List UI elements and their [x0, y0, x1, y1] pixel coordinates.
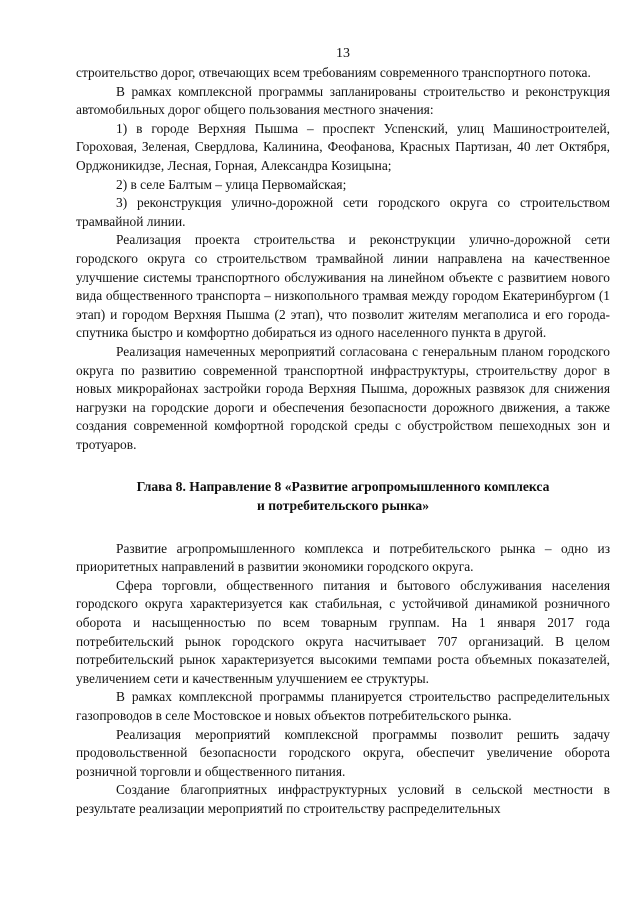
paragraph: Сфера торговли, общественного питания и бытового обслуживания населения городского округа характеризуется как стабильная, с устойчивой динамикой розничного оборота и насыщенностью по всем товарным группам. На 1 января 2017 года потребительский рынок городского округа насчитывает 707 организаций. В целом потребительский рынок характеризуется высокими темпами роста объемных показателей, увеличением сети и качественным улучшением ее структуры. — [76, 577, 610, 686]
paragraph: Развитие агропромышленного комплекса и потребительского рынка – одно из приоритетных направлений в развитии экономики городского округа. — [76, 540, 610, 575]
paragraph: В рамках комплексной программы планируется строительство распределительных газопроводов в селе Мостовское и новых объектов потребительского рынка. — [76, 689, 610, 723]
paragraph: строительство дорог, отвечающих всем требованиям современного транспортного потока. — [76, 65, 591, 80]
document-page — [76, 0, 610, 905]
list-item: 2) в селе Балтым – улица Первомайская; — [116, 176, 347, 192]
chapter-heading-line-2: и потребительского рынка» — [256, 498, 429, 514]
paragraph: Реализация намеченных мероприятий согласована с генеральным планом городского округа по развитию современной транспортной инфраструктуры, строительству дорог в новых микрорайонах застройки города Верхняя Пышма, дорожных развязок для снижения нагрузки на городские дороги и обеспечения безопасности дорожного движения, а также создания современной комфортной городской среды с обустройством пешеходных зон и тротуаров. — [76, 343, 610, 452]
chapter-heading-line-1: Глава 8. Направление 8 «Развитие агропромышленного комплекса — [136, 479, 550, 495]
paragraph: В рамках комплексной программы запланированы строительство и реконструкция автомобильных дорог общего пользования местного значения: — [76, 83, 610, 118]
paragraph: Реализация мероприятий комплексной программы позволит решить задачу продовольственной безопасности городского округа, обеспечит увеличение оборота розничной торговли и общественного питания. — [76, 726, 610, 779]
list-item: 3) реконструкция улично-дорожной сети городского округа со строительством трамвайной линии. — [76, 195, 610, 229]
paragraph: Создание благоприятных инфраструктурных условий в сельской местности в результате реализации мероприятий по строительству распределительных — [76, 782, 610, 816]
page-number: 13 — [336, 46, 350, 61]
paragraph: Реализация проекта строительства и реконструкции улично-дорожной сети городского округа со строительством трамвайной линии направлена на качественное улучшение системы транспортного обслуживания на линейном объекте с развитием нового вида общественного транспорта – низкопольного трамвая между городом Екатеринбургом (1 этап) и городом Верхняя Пышма (2 этап), что позволит жителям мегаполиса и его города-спутника быстро и комфортно добираться из одного населенного пункта в другой. — [76, 232, 610, 341]
list-item: 1) в городе Верхняя Пышма – проспект Успенский, улиц Машиностроителей, Гороховая, Зеленая, Свердлова, Калинина, Феофанова, Красных Партизан, 40 лет Октября, Орджоникидзе, Лесная, Горная, Александра Козицына; — [76, 120, 610, 173]
chapter-heading — [76, 478, 610, 515]
page-content — [76, 64, 610, 819]
